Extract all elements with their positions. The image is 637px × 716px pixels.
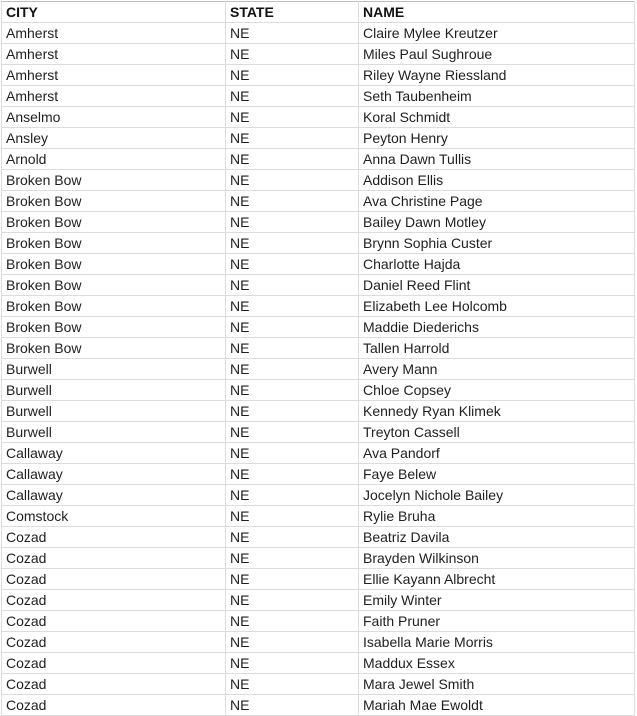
city-cell: Broken Bow xyxy=(2,191,226,212)
city-cell: Broken Bow xyxy=(2,212,226,233)
name-cell: Ellie Kayann Albrecht xyxy=(359,569,635,590)
state-cell: NE xyxy=(226,212,359,233)
table-row xyxy=(2,611,635,632)
city-cell: Callaway xyxy=(2,485,226,506)
state-cell: NE xyxy=(226,443,359,464)
city-cell: Cozad xyxy=(2,653,226,674)
name-cell: Isabella Marie Morris xyxy=(359,632,635,653)
column-header-name: NAME xyxy=(359,2,635,23)
table-row xyxy=(2,191,635,212)
table-row xyxy=(2,44,635,65)
city-cell: Callaway xyxy=(2,464,226,485)
state-cell: NE xyxy=(226,464,359,485)
name-cell: Brayden Wilkinson xyxy=(359,548,635,569)
table-row xyxy=(2,401,635,422)
city-cell: Cozad xyxy=(2,674,226,695)
name-cell: Faith Pruner xyxy=(359,611,635,632)
table-row xyxy=(2,422,635,443)
city-cell: Burwell xyxy=(2,401,226,422)
name-cell: Jocelyn Nichole Bailey xyxy=(359,485,635,506)
name-cell: Treyton Cassell xyxy=(359,422,635,443)
table-row xyxy=(2,254,635,275)
table-row xyxy=(2,359,635,380)
table-row xyxy=(2,464,635,485)
city-cell: Cozad xyxy=(2,548,226,569)
city-cell: Amherst xyxy=(2,65,226,86)
state-cell: NE xyxy=(226,506,359,527)
city-cell: Burwell xyxy=(2,422,226,443)
state-cell: NE xyxy=(226,275,359,296)
city-cell: Cozad xyxy=(2,569,226,590)
state-cell: NE xyxy=(226,254,359,275)
city-cell: Cozad xyxy=(2,632,226,653)
city-cell: Broken Bow xyxy=(2,275,226,296)
state-cell: NE xyxy=(226,401,359,422)
name-cell: Daniel Reed Flint xyxy=(359,275,635,296)
state-cell: NE xyxy=(226,317,359,338)
state-cell: NE xyxy=(226,107,359,128)
table-row xyxy=(2,212,635,233)
state-cell: NE xyxy=(226,233,359,254)
city-cell: Broken Bow xyxy=(2,317,226,338)
name-cell: Tallen Harrold xyxy=(359,338,635,359)
city-cell: Amherst xyxy=(2,23,226,44)
name-cell: Addison Ellis xyxy=(359,170,635,191)
name-cell: Maddie Diederichs xyxy=(359,317,635,338)
table-row xyxy=(2,527,635,548)
city-cell: Broken Bow xyxy=(2,170,226,191)
table-row xyxy=(2,632,635,653)
state-cell: NE xyxy=(226,674,359,695)
state-cell: NE xyxy=(226,191,359,212)
state-cell: NE xyxy=(226,380,359,401)
name-cell: Riley Wayne Riessland xyxy=(359,65,635,86)
state-cell: NE xyxy=(226,170,359,191)
city-cell: Amherst xyxy=(2,86,226,107)
city-cell: Callaway xyxy=(2,443,226,464)
city-cell: Arnold xyxy=(2,149,226,170)
name-cell: Beatriz Davila xyxy=(359,527,635,548)
state-cell: NE xyxy=(226,44,359,65)
table-row xyxy=(2,548,635,569)
table-row xyxy=(2,233,635,254)
table-row xyxy=(2,86,635,107)
city-cell: Comstock xyxy=(2,506,226,527)
state-cell: NE xyxy=(226,485,359,506)
state-cell: NE xyxy=(226,653,359,674)
state-cell: NE xyxy=(226,65,359,86)
table-body xyxy=(2,23,635,716)
table-row xyxy=(2,107,635,128)
state-cell: NE xyxy=(226,569,359,590)
name-cell: Avery Mann xyxy=(359,359,635,380)
data-table xyxy=(1,1,635,716)
state-cell: NE xyxy=(226,338,359,359)
state-cell: NE xyxy=(226,527,359,548)
name-cell: Anna Dawn Tullis xyxy=(359,149,635,170)
table-row xyxy=(2,443,635,464)
table-row xyxy=(2,569,635,590)
city-cell: Cozad xyxy=(2,695,226,716)
table-row xyxy=(2,317,635,338)
header-row xyxy=(2,2,635,23)
table-row xyxy=(2,275,635,296)
city-cell: Broken Bow xyxy=(2,233,226,254)
table-row xyxy=(2,170,635,191)
table-row xyxy=(2,296,635,317)
state-cell: NE xyxy=(226,149,359,170)
state-cell: NE xyxy=(226,128,359,149)
table-row xyxy=(2,695,635,716)
city-cell: Burwell xyxy=(2,359,226,380)
state-cell: NE xyxy=(226,86,359,107)
city-cell: Cozad xyxy=(2,527,226,548)
name-cell: Miles Paul Sughroue xyxy=(359,44,635,65)
state-cell: NE xyxy=(226,23,359,44)
city-cell: Amherst xyxy=(2,44,226,65)
table-row xyxy=(2,485,635,506)
city-cell: Anselmo xyxy=(2,107,226,128)
state-cell: NE xyxy=(226,359,359,380)
name-cell: Emily Winter xyxy=(359,590,635,611)
table-row xyxy=(2,149,635,170)
table-row xyxy=(2,128,635,149)
name-cell: Charlotte Hajda xyxy=(359,254,635,275)
name-cell: Brynn Sophia Custer xyxy=(359,233,635,254)
city-cell: Ansley xyxy=(2,128,226,149)
column-header-state: STATE xyxy=(226,2,359,23)
state-cell: NE xyxy=(226,422,359,443)
name-cell: Claire Mylee Kreutzer xyxy=(359,23,635,44)
city-cell: Cozad xyxy=(2,611,226,632)
name-cell: Mariah Mae Ewoldt xyxy=(359,695,635,716)
name-cell: Mara Jewel Smith xyxy=(359,674,635,695)
table-row xyxy=(2,65,635,86)
table-header xyxy=(2,2,635,23)
state-cell: NE xyxy=(226,611,359,632)
state-cell: NE xyxy=(226,695,359,716)
state-cell: NE xyxy=(226,590,359,611)
name-cell: Rylie Bruha xyxy=(359,506,635,527)
column-header-city: CITY xyxy=(2,2,226,23)
name-cell: Ava Christine Page xyxy=(359,191,635,212)
city-cell: Broken Bow xyxy=(2,254,226,275)
name-cell: Bailey Dawn Motley xyxy=(359,212,635,233)
table-row xyxy=(2,506,635,527)
name-cell: Elizabeth Lee Holcomb xyxy=(359,296,635,317)
table-row xyxy=(2,338,635,359)
table-row xyxy=(2,590,635,611)
city-cell: Burwell xyxy=(2,380,226,401)
name-cell: Faye Belew xyxy=(359,464,635,485)
city-cell: Broken Bow xyxy=(2,296,226,317)
name-cell: Koral Schmidt xyxy=(359,107,635,128)
table-row xyxy=(2,380,635,401)
state-cell: NE xyxy=(226,296,359,317)
name-cell: Chloe Copsey xyxy=(359,380,635,401)
name-cell: Seth Taubenheim xyxy=(359,86,635,107)
city-cell: Broken Bow xyxy=(2,338,226,359)
table-row xyxy=(2,653,635,674)
name-cell: Peyton Henry xyxy=(359,128,635,149)
city-cell: Cozad xyxy=(2,590,226,611)
name-cell: Maddux Essex xyxy=(359,653,635,674)
table-row xyxy=(2,23,635,44)
state-cell: NE xyxy=(226,548,359,569)
name-cell: Kennedy Ryan Klimek xyxy=(359,401,635,422)
state-cell: NE xyxy=(226,632,359,653)
table-row xyxy=(2,674,635,695)
name-cell: Ava Pandorf xyxy=(359,443,635,464)
